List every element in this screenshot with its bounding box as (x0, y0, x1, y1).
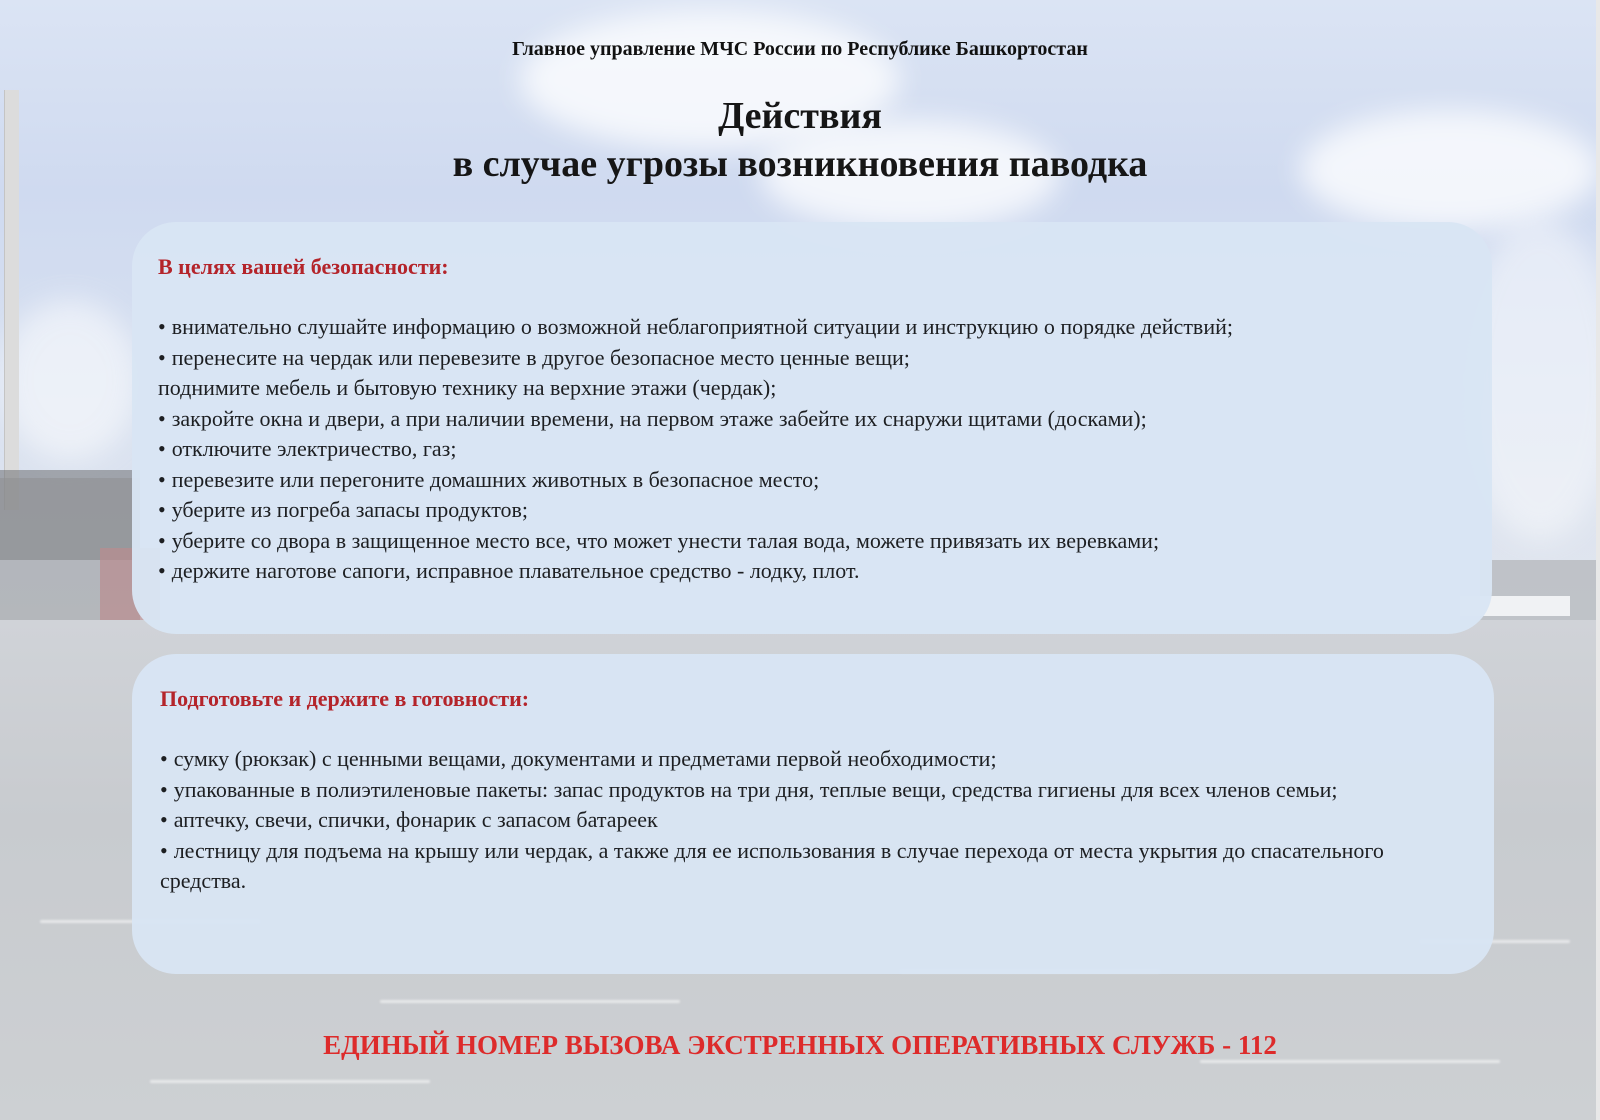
list-item-continuation: поднимите мебель и бытовую технику на верхние этажи (чердак); (158, 375, 777, 400)
list-item: • лестницу для подъема на крышу или чердак, а также для ее использования в случае перехода от места укрытия до спасательного средства. (160, 837, 1384, 893)
list-item: • перевезите или перегоните домашних животных в безопасное место; (158, 466, 820, 492)
section-heading: В целях вашей безопасности: (158, 254, 449, 279)
emergency-number-banner: ЕДИНЫЙ НОМЕР ВЫЗОВА ЭКСТРЕННЫХ ОПЕРАТИВНЫХ СЛУЖБ - 112 (323, 1030, 1277, 1060)
list-item: • уберите из погреба запасы продуктов; (158, 497, 529, 522)
organization-name: Главное управление МЧС России по Республике Башкортостан (512, 38, 1088, 60)
cloud (0, 300, 140, 460)
list-item: • держите наготове сапоги, исправное плавательное средство - лодку, плот. (158, 558, 860, 583)
bullet-icon: • (158, 497, 166, 522)
list-item: • внимательно слушайте информацию о возможной неблагоприятной ситуации и инструкцию о порядке действий; (158, 314, 1233, 339)
list-item: • закройте окна и двери, а при наличии времени, на первом этаже забейте их снаружи щитами (досками); (158, 405, 1147, 431)
list-item: • сумку (рюкзак) с ценными вещами, документами и предметами первой необходимости; (160, 746, 997, 771)
safety-section-panel (132, 222, 1492, 634)
bullet-icon: • (158, 314, 166, 339)
title-line-2: в случае угрозы возникновения паводка (452, 143, 1148, 185)
readiness-section-panel (132, 654, 1494, 974)
bullet-icon: • (158, 527, 166, 553)
bullet-icon: • (158, 436, 166, 461)
list-item: • отключите электричество, газ; (158, 436, 457, 461)
bullet-icon: • (160, 807, 168, 832)
bullet-icon: • (158, 466, 166, 492)
list-item: • упакованные в полиэтиленовые пакеты: запас продуктов на три дня, теплые вещи, средства гигиены для всех членов семьи; (160, 776, 1338, 802)
bullet-icon: • (158, 558, 166, 583)
page-title (0, 92, 1600, 188)
bullet-icon: • (160, 837, 168, 863)
bullet-icon: • (158, 405, 166, 431)
title-line-1: Действия (718, 95, 882, 137)
list-item: • уберите со двора в защищенное место все, что может унести талая вода, можете привязать их веревками; (158, 527, 1160, 553)
list-item: • перенесите на чердак или перевезите в другое безопасное место ценные вещи; (158, 344, 910, 370)
section-heading: Подготовьте и держите в готовности: (160, 686, 530, 711)
list-item: • аптечку, свечи, спички, фонарик с запасом батареек (160, 807, 658, 832)
bullet-icon: • (158, 344, 166, 370)
bullet-icon: • (160, 776, 168, 802)
bullet-icon: • (160, 746, 168, 771)
